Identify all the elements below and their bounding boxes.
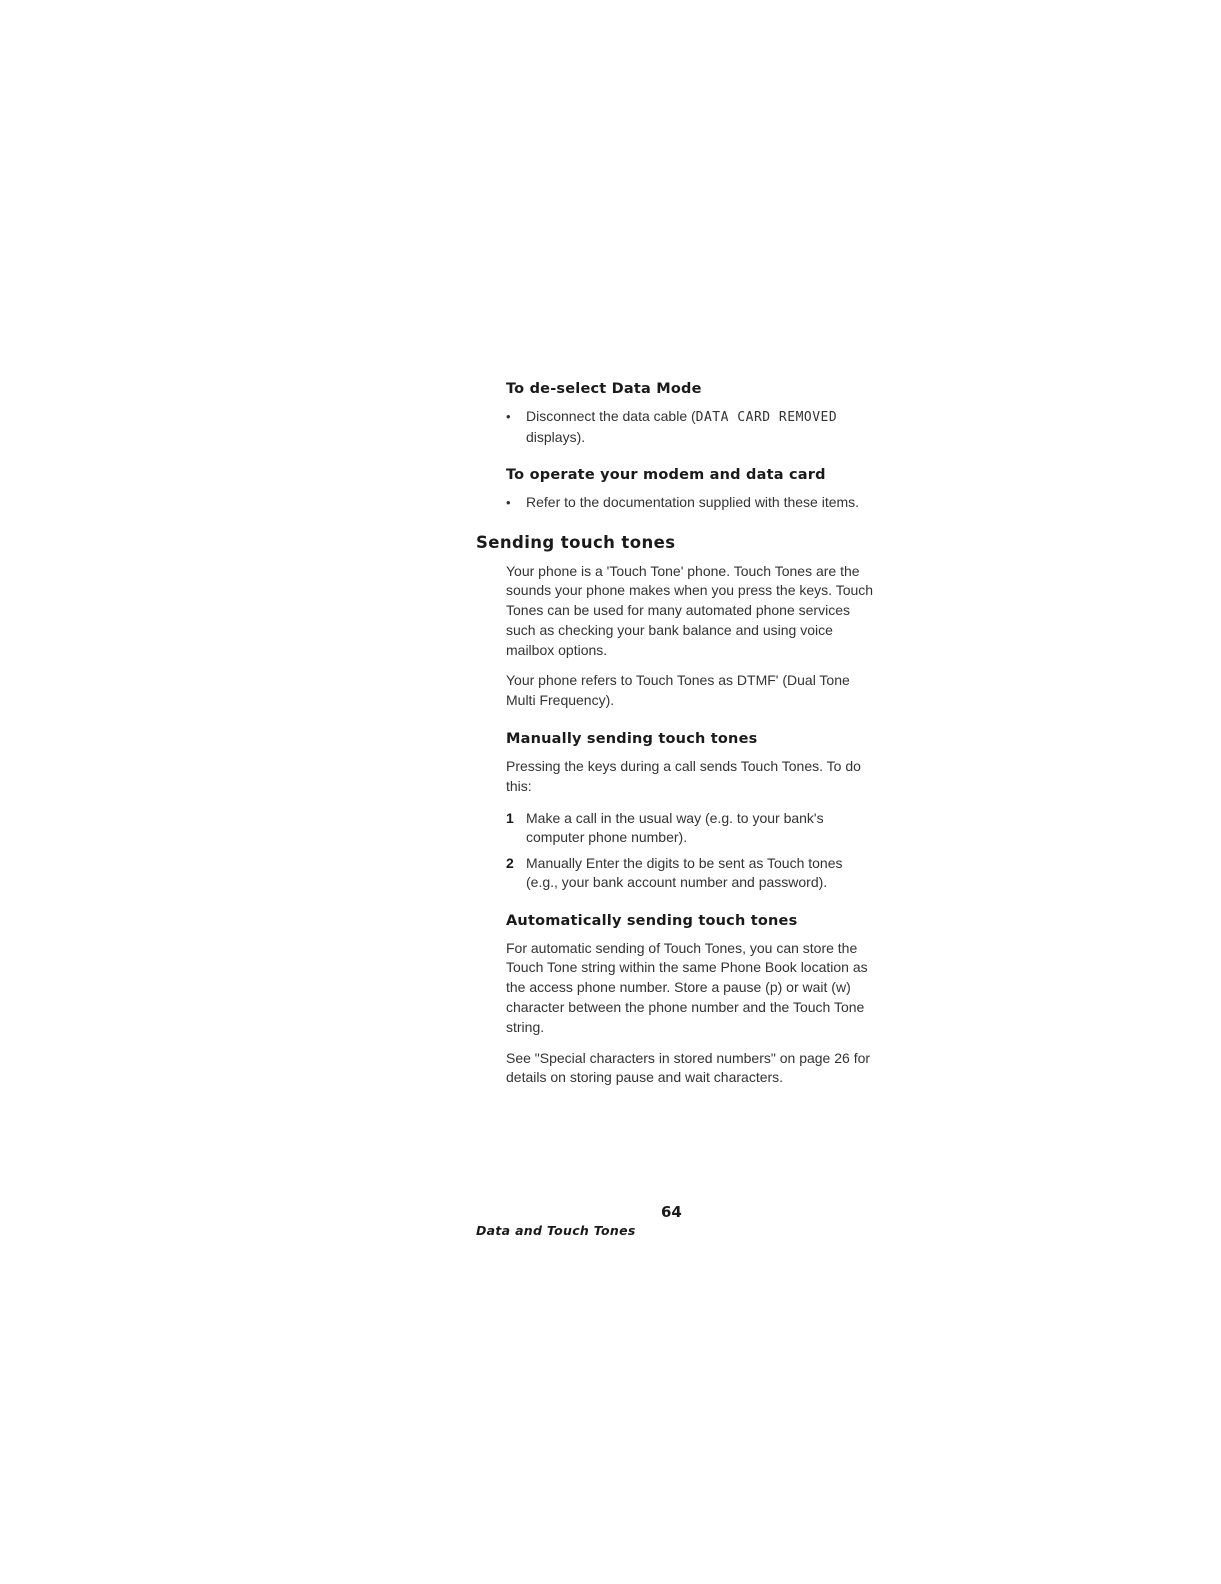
touch-tones-heading: Sending touch tones (476, 532, 676, 552)
manual-heading: Manually sending touch tones (506, 731, 758, 748)
manual-intro: Pressing the keys during a call sends Touch Tones. To do this: (506, 758, 861, 794)
operate-heading: To operate your modem and data card (506, 467, 826, 483)
list-item (506, 493, 876, 513)
step-number: 2 (506, 854, 514, 871)
step-text: Manually Enter the digits to be sent as Touch tones (526, 854, 843, 871)
bullet-marker: • (506, 409, 511, 424)
section-footer-title: Data and Touch Tones (476, 1223, 636, 1238)
step-note: (e.g., your bank account number and password). (526, 874, 828, 891)
operate-text: Refer to the documentation supplied with these items. (526, 494, 860, 510)
list-item (506, 407, 876, 447)
deselect-heading: To de-select Data Mode (506, 381, 702, 397)
operate-list (506, 493, 876, 513)
step-item (506, 854, 876, 893)
lcd-message: DATA CARD REMOVED (695, 410, 838, 425)
step-item (506, 809, 876, 848)
step-number: 1 (506, 809, 514, 826)
deselect-list (506, 407, 876, 447)
automatic-heading: Automatically sending touch tones (506, 912, 798, 929)
page-number: 64 (661, 1203, 682, 1221)
automatic-para-2: See "Special characters in stored numbers" on page 26 for details on storing pause and wait characters. (506, 1049, 871, 1086)
bullet-marker: • (506, 495, 511, 510)
manual-steps (506, 809, 876, 893)
deselect-text-before: Disconnect the data cable ( (526, 408, 696, 424)
page-content (476, 381, 876, 1099)
deselect-text-after: displays). (526, 428, 586, 445)
touch-tones-para-2: Your phone refers to Touch Tones as DTMF' (Dual Tone Multi Frequency). (506, 672, 850, 709)
touch-tones-para-1: Your phone is a 'Touch Tone' phone. Touch Tones are the sounds your phone makes when you press the keys. Touch Tones can be used for many automated phone services such as checking your bank balance and using voice mailbox options. (506, 562, 874, 658)
automatic-para-1: For automatic sending of Touch Tones, you can store the Touch Tone string within the same Phone Book location as the access phone number. Store a pause (p) or wait (w) character between the phone number and the Touch Tone string. (506, 939, 868, 1035)
step-text: Make a call in the usual way (e.g. to your bank's computer phone number). (526, 809, 824, 846)
